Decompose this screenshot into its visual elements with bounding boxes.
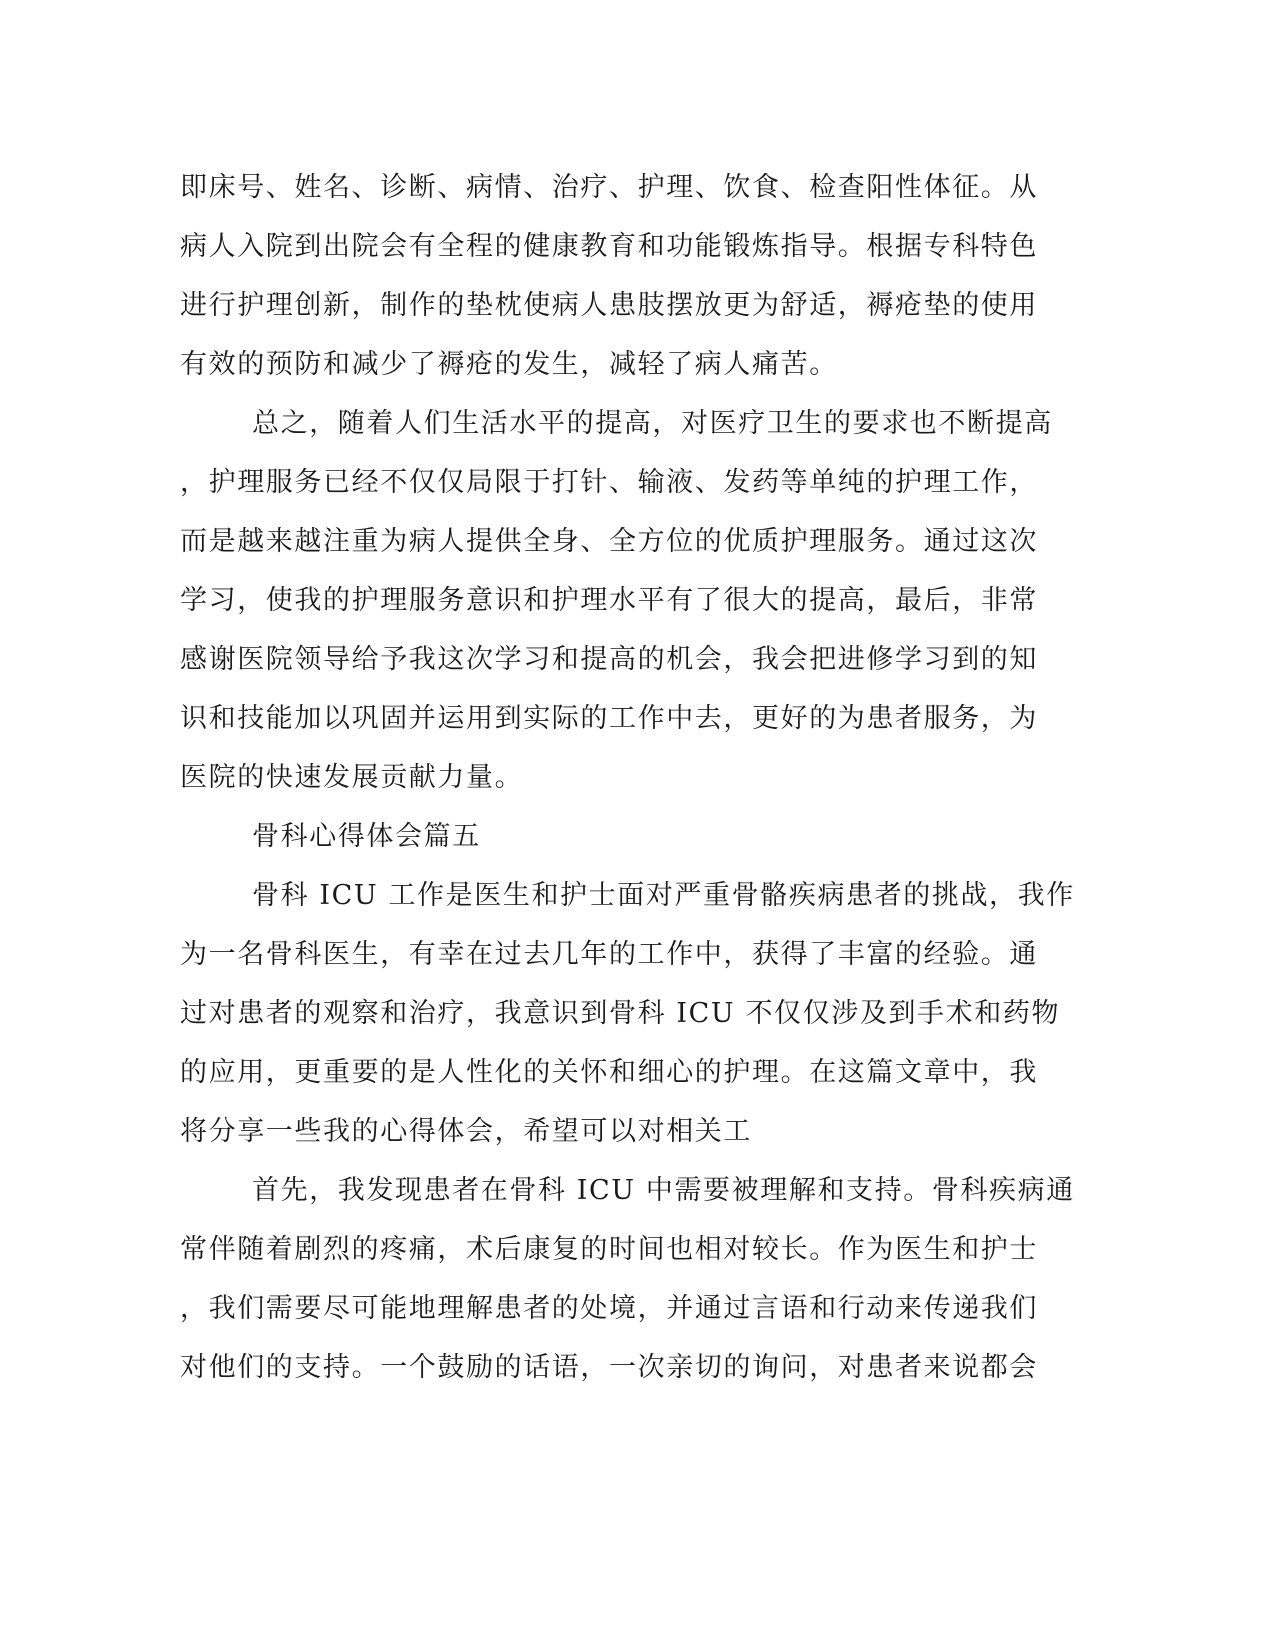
text-line: 为一名骨科医生，有幸在过去几年的工作中，获得了丰富的经验。通 xyxy=(180,939,1038,970)
paragraph-start-line: 首先，我发现患者在骨科 ICU 中需要被理解和支持。骨科疾病通 xyxy=(252,1175,1075,1206)
text-line: ，护理服务已经不仅仅局限于打针、输液、发药等单纯的护理工作， xyxy=(180,467,1038,498)
text-line: 进行护理创新，制作的垫枕使病人患肢摆放更为舒适，褥疮垫的使用 xyxy=(180,290,1038,321)
text-line: 的应用，更重要的是人性化的关怀和细心的护理。在这篇文章中，我 xyxy=(180,1057,1038,1088)
text-line: 过对患者的观察和治疗，我意识到骨科 ICU 不仅仅涉及到手术和药物 xyxy=(180,998,1061,1029)
text-line: 识和技能加以巩固并运用到实际的工作中去，更好的为患者服务，为 xyxy=(180,703,1038,734)
paragraph-start-line: 总之，随着人们生活水平的提高，对医疗卫生的要求也不断提高 xyxy=(252,408,1053,439)
text-line: 对他们的支持。一个鼓励的话语，一次亲切的询问，对患者来说都会 xyxy=(180,1352,1038,1383)
text-line: 有效的预防和减少了褥疮的发生，减轻了病人痛苦。 xyxy=(180,349,838,380)
paragraph-start-line: 骨科 ICU 工作是医生和护士面对严重骨骼疾病患者的挑战，我作 xyxy=(252,880,1075,911)
text-line: 常伴随着剧烈的疼痛，术后康复的时间也相对较长。作为医生和护士 xyxy=(180,1234,1038,1265)
text-line: 学习，使我的护理服务意识和护理水平有了很大的提高，最后，非常 xyxy=(180,585,1038,616)
section-heading: 骨科心得体会篇五 xyxy=(252,821,481,852)
text-line: 而是越来越注重为病人提供全身、全方位的优质护理服务。通过这次 xyxy=(180,526,1038,557)
text-line: 感谢医院领导给予我这次学习和提高的机会，我会把进修学习到的知 xyxy=(180,644,1038,675)
text-line: 医院的快速发展贡献力量。 xyxy=(180,762,524,793)
text-line: ，我们需要尽可能地理解患者的处境，并通过言语和行动来传递我们 xyxy=(180,1293,1038,1324)
document-body xyxy=(180,158,1075,1397)
text-line: 病人入院到出院会有全程的健康教育和功能锻炼指导。根据专科特色 xyxy=(180,231,1038,262)
text-line: 将分享一些我的心得体会，希望可以对相关工 xyxy=(180,1116,752,1147)
text-line: 即床号、姓名、诊断、病情、治疗、护理、饮食、检查阳性体征。从 xyxy=(180,172,1038,203)
